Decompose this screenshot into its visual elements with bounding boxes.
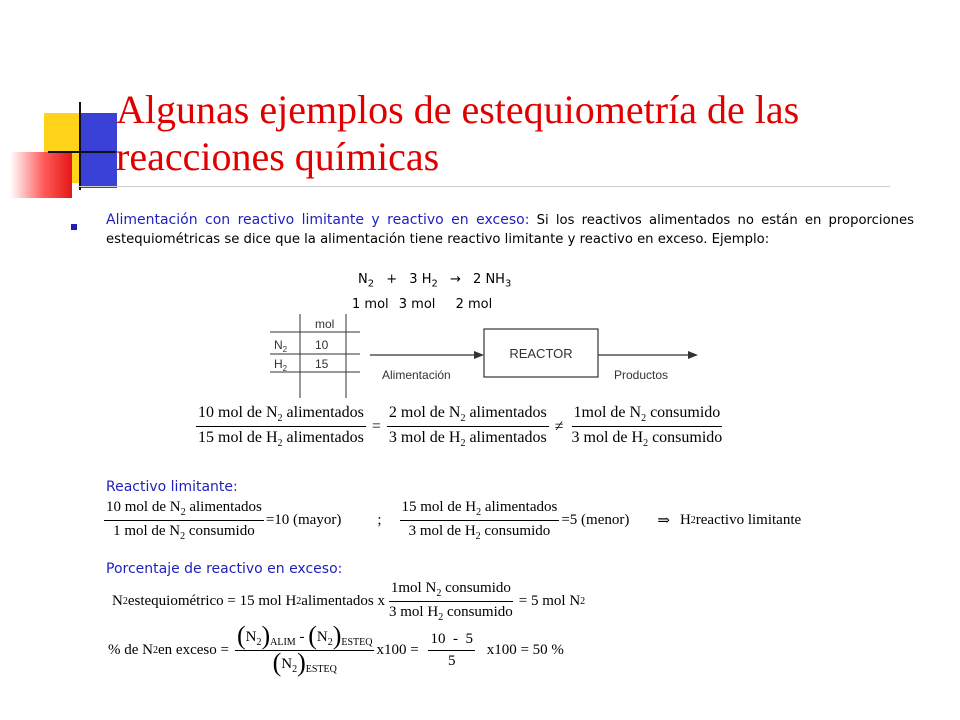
feed-label: Alimentación xyxy=(382,368,451,382)
diagram-col-header: mol xyxy=(315,317,335,331)
decor-horizontal-line xyxy=(48,151,116,153)
fraction-fed-ratio: $\frac{10 mol de N_2 alimentados}{15 mol de H_2 alimentados}$ xyxy=(198,404,364,450)
lead-text: Alimentación con reactivo limitante y reactivo en exceso: xyxy=(106,212,530,228)
reaction-equation: $N_2 + 3$ $H_2 \to 2$ $NH_3$ xyxy=(358,272,512,290)
diagram-row-h2-species: H xyxy=(274,357,283,371)
decor-vertical-line xyxy=(79,102,81,190)
products-label: Productos xyxy=(614,368,669,382)
svg-text:N2: $N_2$ xyxy=(274,338,288,354)
bullet-icon xyxy=(71,224,77,230)
reaction-arrow: → xyxy=(450,272,461,287)
intro-paragraph xyxy=(106,211,914,249)
diagram-row-h2-value: 15 xyxy=(315,357,329,371)
diagram-row-n2-value: 10 xyxy=(315,338,329,352)
ratio-equation: $\frac{10 mol de N_2 alimentados}{15 mol de H_2 alimentados}$ = $\frac{2 mol de N_2 alimentados}{3 mol de H_2 alimentados}$ ≠ $\frac{1mol de N_2 consumido}{3 mol de H_2 consumido}$ xyxy=(198,404,723,450)
body-text: Si los reactivos alimentados no están en proporciones estequiométricas se dice que la alimentación tiene reactivo limitante y reactivo en exceso. Ejemplo: xyxy=(106,213,914,247)
reaction-moles: 1 mol 3 mol 2 mol xyxy=(352,297,493,312)
slide-title xyxy=(116,86,916,180)
fraction-stoich-ratio: $\frac{1mol de N_2 consumido}{3 mol de H_2 consumido}$ xyxy=(571,404,723,450)
excess-percent-equation: % de N 2 en exceso = $\frac{(N_2)_{ALIM} - (N_2)_{ESTEQ}}{(N_2)_{ESTEQ}}$ x100 = $\frac{10 - 5}{5}$ x100 = 50 % xyxy=(108,621,564,677)
process-diagram xyxy=(260,312,710,400)
limiting-reagent-heading: Reactivo limitante: xyxy=(106,479,238,495)
title-line-2: reacciones químicas xyxy=(116,134,440,179)
decor-red-block xyxy=(10,152,72,198)
excess-heading: Porcentaje de reactivo en exceso: xyxy=(106,561,343,577)
fraction-reduced-ratio: $\frac{2 mol de N_2 alimentados}{3 mol de H_2 alimentados}$ xyxy=(388,404,547,450)
title-line-1: Algunas ejemplos de estequiometría de las xyxy=(116,87,800,132)
reactor-label: REACTOR xyxy=(509,346,573,361)
diagram-row-n2-species: N xyxy=(274,338,283,352)
limiting-reagent-equation: $\frac{10 mol de N_2 alimentados}{1 mol de N_2 consumido}$ =10 (mayor) ; $\frac{15 mol de H_2 alimentados}{3 mol de H_2 consumido}$ =5 (menor) ⇒ H 2 reactivo limitante xyxy=(106,499,802,542)
svg-text:H2: $H_2$ xyxy=(274,357,288,373)
title-divider xyxy=(78,186,890,187)
stoich-n2-equation: N 2 estequiométrico = 15 mol H 2 alimentados x $\frac{1mol N_2 consumido}{3 mol H_2 consumido}$ = 5 mol N 2 xyxy=(112,580,586,623)
